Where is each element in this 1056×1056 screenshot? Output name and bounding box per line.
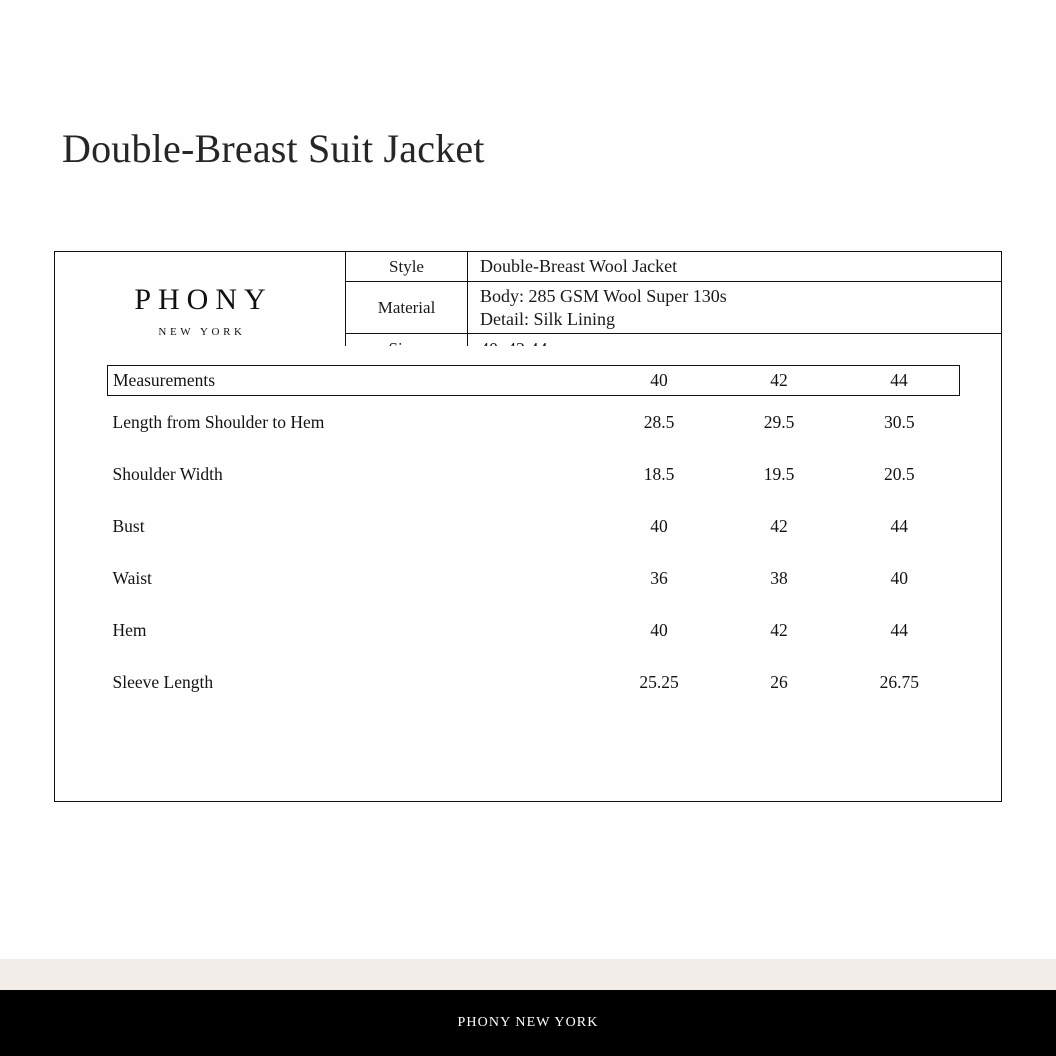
table-row [108,552,960,604]
measurement-name: Hem [112,620,147,640]
spec-label-style: Style [346,252,468,281]
spec-value-material-line-2: Detail: Silk Lining [480,308,615,329]
measurement-name: Length from Shoulder to Hem [112,412,325,432]
measurement-value-40: 18.5 [643,464,675,484]
measurements-header-size-44: 44 [839,366,960,396]
spec-value-material-line-1: Body: 285 GSM Wool Super 130s [480,286,727,306]
measurement-value-42: 19.5 [763,464,795,484]
table-row [108,500,960,552]
table-row [108,656,960,708]
measurement-value-44: 44 [890,516,908,536]
page-title: Double-Breast Suit Jacket [62,126,485,171]
measurement-name: Shoulder Width [112,464,223,484]
measurement-name: Waist [112,568,152,588]
measurement-value-42: 42 [770,620,788,640]
table-row [108,396,960,449]
measurement-value-42: 42 [770,516,788,536]
measurements-header-row [108,366,960,396]
measurements-panel [54,346,1002,802]
footer-brand-text: PHONY NEW YORK [457,1015,599,1030]
measurement-value-44: 40 [890,568,908,588]
measurement-value-44: 44 [890,620,908,640]
spec-row-style [346,252,1001,282]
spec-label-material: Material [346,282,468,333]
measurement-value-40: 40 [650,516,668,536]
brand-location: NEW YORK [158,325,246,338]
measurement-value-40: 36 [650,568,668,588]
measurement-value-40: 40 [650,620,668,640]
measurements-header-label: Measurements [108,366,600,396]
measurement-value-42: 26 [770,672,788,692]
footer-bar [0,990,1056,1056]
measurement-value-44: 30.5 [883,412,915,432]
measurements-table-head [108,366,960,396]
measurement-value-44: 26.75 [879,672,919,692]
table-row [108,604,960,656]
measurement-value-42: 29.5 [763,412,795,432]
measurement-name: Bust [112,516,145,536]
measurement-value-40: 28.5 [643,412,675,432]
spec-value-material [468,282,1001,333]
measurements-table-body [108,396,960,709]
measurement-name: Sleeve Length [112,672,214,692]
measurement-value-40: 25.25 [639,672,679,692]
spec-value-style [468,252,1001,281]
measurement-value-44: 20.5 [883,464,915,484]
brand-name: PHONY [134,282,273,316]
measurement-value-42: 38 [770,568,788,588]
spec-row-material [346,282,1001,334]
footer-accent-band [0,959,1056,990]
measurements-header-size-40: 40 [599,366,719,396]
table-row [108,448,960,500]
measurements-table [107,365,960,708]
measurements-header-size-42: 42 [719,366,839,396]
spec-value-style-line-1: Double-Breast Wool Jacket [480,256,678,277]
